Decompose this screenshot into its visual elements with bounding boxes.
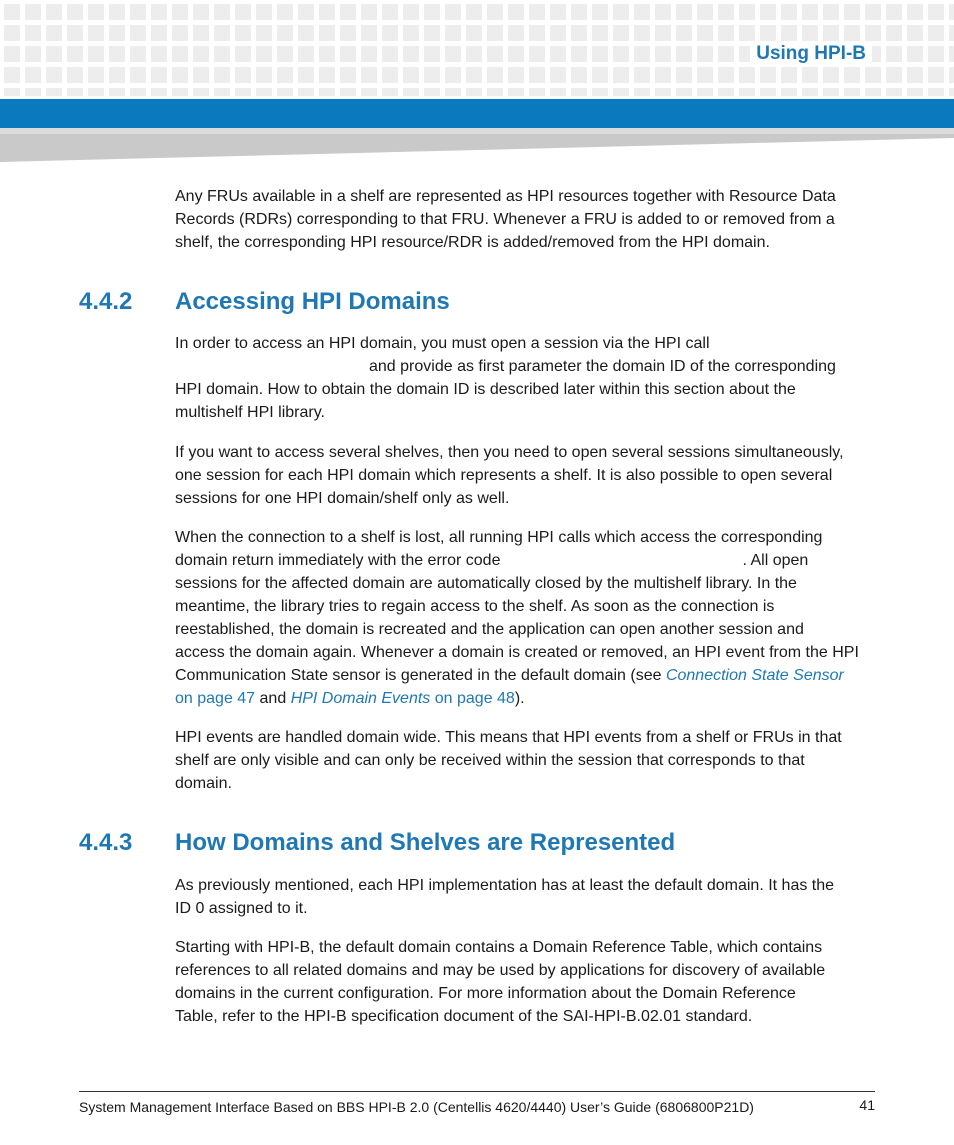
pattern-square [802, 4, 818, 20]
pattern-square [487, 46, 503, 62]
text-segment: . All open [742, 552, 809, 569]
pattern-square [172, 67, 188, 83]
pattern-square [634, 88, 650, 96]
text-line: Table, refer to the HPI-B specification document of the SAI-HPI-B.02.01 standard. [175, 1008, 753, 1025]
pattern-square [340, 25, 356, 41]
paragraph-default-domain [175, 874, 875, 920]
pattern-square [319, 67, 335, 83]
intro-paragraph [175, 185, 875, 254]
pattern-square [613, 67, 629, 83]
pattern-square [277, 46, 293, 62]
text-line: Any FRUs available in a shelf are represented as HPI resources together with Resource Data [175, 188, 836, 205]
section-title: Accessing HPI Domains [175, 288, 450, 315]
pattern-square [319, 25, 335, 41]
pattern-square [781, 67, 797, 83]
pattern-square [340, 46, 356, 62]
pattern-square [697, 46, 713, 62]
pattern-square [907, 67, 923, 83]
pattern-square [928, 67, 944, 83]
pattern-square [508, 67, 524, 83]
pattern-square [823, 67, 839, 83]
pattern-square [277, 67, 293, 83]
pattern-square [256, 88, 272, 96]
pattern-square [571, 4, 587, 20]
pattern-square [319, 4, 335, 20]
pattern-square [613, 25, 629, 41]
pattern-square [235, 4, 251, 20]
pattern-square [67, 46, 83, 62]
pattern-square [298, 88, 314, 96]
pattern-square [718, 88, 734, 96]
pattern-square [928, 4, 944, 20]
pattern-square [214, 4, 230, 20]
pattern-square [613, 4, 629, 20]
paragraph-domain-reference-table [175, 936, 875, 1028]
pattern-square [67, 25, 83, 41]
pattern-square [928, 88, 944, 96]
paragraph-several-shelves [175, 441, 875, 510]
pattern-square [676, 4, 692, 20]
pattern-square [550, 88, 566, 96]
pattern-square [844, 4, 860, 20]
pattern-square [340, 67, 356, 83]
pattern-square [886, 4, 902, 20]
pattern-square [130, 67, 146, 83]
pattern-square [823, 4, 839, 20]
pattern-square [655, 46, 671, 62]
pattern-square [25, 25, 41, 41]
pattern-square [886, 46, 902, 62]
pattern-square [403, 4, 419, 20]
pattern-square [319, 88, 335, 96]
pattern-square [445, 88, 461, 96]
pattern-square [277, 25, 293, 41]
pattern-square [151, 25, 167, 41]
text-line: shelf, the corresponding HPI resource/RDR is added/removed from the HPI domain. [175, 234, 770, 251]
text-line: If you want to access several shelves, then you need to open several sessions simultaneously, [175, 444, 844, 461]
text-segment: Communication State sensor is generated in the default domain (see [175, 667, 662, 684]
pattern-square [802, 88, 818, 96]
pattern-square [949, 88, 954, 96]
text-line: ID 0 assigned to it. [175, 900, 308, 917]
text-line: HPI events are handled domain wide. This means that HPI events from a shelf or FRUs in that [175, 729, 842, 746]
pattern-square [634, 25, 650, 41]
pattern-square [172, 4, 188, 20]
pattern-square [88, 46, 104, 62]
pattern-square [928, 25, 944, 41]
pattern-square [529, 88, 545, 96]
pattern-square [340, 88, 356, 96]
pattern-square [949, 46, 954, 62]
pattern-square [592, 88, 608, 96]
pattern-square [487, 4, 503, 20]
pattern-square [445, 4, 461, 20]
pattern-square [739, 25, 755, 41]
section-number: 4.4.3 [79, 829, 133, 856]
pattern-square [907, 88, 923, 96]
pattern-square [655, 67, 671, 83]
pattern-square [550, 4, 566, 20]
pattern-square [193, 4, 209, 20]
pattern-square [256, 25, 272, 41]
pattern-square [46, 4, 62, 20]
pattern-square [949, 67, 954, 83]
pattern-square [214, 25, 230, 41]
pattern-square [151, 67, 167, 83]
pattern-square [277, 88, 293, 96]
pattern-square [466, 67, 482, 83]
pattern-square [487, 25, 503, 41]
pattern-square [361, 88, 377, 96]
pattern-square [781, 88, 797, 96]
pattern-square [298, 46, 314, 62]
text-line: one session for each HPI domain which represents a shelf. It is also possible to open several [175, 467, 833, 484]
pattern-square [109, 88, 125, 96]
pattern-square [46, 25, 62, 41]
text-line: In order to access an HPI domain, you must open a session via the HPI call [175, 335, 710, 352]
text-segment: domain return immediately with the error code [175, 552, 501, 569]
pattern-square [655, 4, 671, 20]
text-line: Records (RDRs) corresponding to that FRU. Whenever a FRU is added to or removed from a [175, 211, 835, 228]
pattern-square [508, 88, 524, 96]
pattern-square [382, 88, 398, 96]
pattern-square [550, 46, 566, 62]
text-line: When the connection to a shelf is lost, all running HPI calls which access the corresponding [175, 529, 823, 546]
pattern-square [676, 25, 692, 41]
pattern-square [844, 88, 860, 96]
text-line: meantime, the library tries to regain access to the shelf. As soon as the connection is [175, 598, 775, 615]
pattern-square [214, 67, 230, 83]
pattern-square [130, 4, 146, 20]
pattern-square [46, 46, 62, 62]
pattern-square [172, 25, 188, 41]
text-line: sessions for one HPI domain/shelf only as well. [175, 490, 510, 507]
pattern-square [256, 4, 272, 20]
pattern-square [529, 25, 545, 41]
pattern-square [298, 4, 314, 20]
pattern-square [214, 46, 230, 62]
pattern-square [403, 88, 419, 96]
pattern-square [256, 46, 272, 62]
pattern-square [172, 88, 188, 96]
pattern-square [361, 46, 377, 62]
pattern-square [382, 46, 398, 62]
text-line [175, 687, 875, 710]
pattern-square [718, 67, 734, 83]
pattern-square [508, 46, 524, 62]
pattern-square [88, 67, 104, 83]
pattern-square [109, 25, 125, 41]
pattern-square [487, 88, 503, 96]
pattern-square [550, 25, 566, 41]
pattern-square [151, 4, 167, 20]
pattern-square [739, 67, 755, 83]
pattern-square [361, 25, 377, 41]
pattern-square [760, 88, 776, 96]
pattern-square [445, 46, 461, 62]
pattern-square [592, 46, 608, 62]
page-number: 41 [859, 1097, 875, 1113]
pattern-square [193, 25, 209, 41]
pattern-square [172, 46, 188, 62]
pattern-square [382, 25, 398, 41]
pattern-square [487, 67, 503, 83]
pattern-square [214, 88, 230, 96]
pattern-square [382, 4, 398, 20]
text-line [175, 664, 875, 687]
link-hpi-domain-events[interactable]: HPI Domain Events [290, 690, 431, 707]
pattern-square [403, 67, 419, 83]
pattern-square [697, 67, 713, 83]
pattern-square [865, 88, 881, 96]
pattern-square [256, 67, 272, 83]
pattern-square [130, 88, 146, 96]
pattern-square [151, 88, 167, 96]
pattern-square [886, 25, 902, 41]
pattern-square [886, 88, 902, 96]
pattern-square [25, 88, 41, 96]
pattern-square [361, 4, 377, 20]
header-gray-swoosh [0, 128, 954, 164]
pattern-square [445, 67, 461, 83]
pattern-square [613, 88, 629, 96]
pattern-square [445, 25, 461, 41]
section-heading-4-4-3 [79, 829, 675, 857]
pattern-square [424, 88, 440, 96]
pattern-square [865, 4, 881, 20]
pattern-square [907, 46, 923, 62]
pattern-square [4, 46, 20, 62]
pattern-square [571, 25, 587, 41]
text-line: references to all related domains and may be used by applications for discovery of available [175, 962, 826, 979]
pattern-square [865, 25, 881, 41]
pattern-square [298, 67, 314, 83]
pattern-square [760, 25, 776, 41]
pattern-square [193, 46, 209, 62]
pattern-square [4, 88, 20, 96]
pattern-square [949, 4, 954, 20]
running-header-title: Using HPI-B [750, 43, 872, 65]
section-number: 4.4.2 [79, 288, 133, 315]
paragraph-open-session [175, 332, 875, 424]
pattern-square [130, 46, 146, 62]
pattern-square [298, 25, 314, 41]
pattern-square [235, 67, 251, 83]
pattern-square [634, 4, 650, 20]
text-line: HPI domain. How to obtain the domain ID is described later within this section about the [175, 381, 796, 398]
pattern-square [25, 67, 41, 83]
link-connection-state-sensor[interactable]: Connection State Sensor [665, 667, 844, 684]
pattern-square [739, 4, 755, 20]
pattern-square [907, 25, 923, 41]
pattern-square [67, 4, 83, 20]
text-line: domains in the current configuration. For more information about the Domain Reference [175, 985, 796, 1002]
pattern-square [319, 46, 335, 62]
pattern-square [676, 88, 692, 96]
pattern-square [508, 4, 524, 20]
pattern-square [109, 46, 125, 62]
pattern-square [592, 67, 608, 83]
pattern-square [823, 25, 839, 41]
pattern-square [802, 67, 818, 83]
text-line: and provide as first parameter the domain ID of the corresponding [369, 358, 836, 375]
pattern-square [235, 46, 251, 62]
pattern-square [550, 67, 566, 83]
pattern-square [466, 4, 482, 20]
pattern-square [340, 4, 356, 20]
paragraph-hpi-events [175, 726, 875, 795]
pattern-square [928, 46, 944, 62]
pattern-square [571, 88, 587, 96]
pattern-square [655, 88, 671, 96]
pattern-square [781, 4, 797, 20]
pattern-square [382, 67, 398, 83]
pattern-square [193, 67, 209, 83]
pattern-square [781, 25, 797, 41]
pattern-square [466, 46, 482, 62]
pattern-square [466, 25, 482, 41]
pattern-square [424, 67, 440, 83]
section-title: How Domains and Shelves are Represented [175, 829, 676, 856]
pattern-square [760, 4, 776, 20]
pattern-square [361, 67, 377, 83]
pattern-square [4, 25, 20, 41]
pattern-square [718, 25, 734, 41]
paragraph-connection-lost [175, 526, 875, 710]
pattern-square [466, 88, 482, 96]
footer-document-title: System Management Interface Based on BBS HPI-B 2.0 (Centellis 4620/4440) User’s Guide (6806800P21D) [79, 1099, 754, 1115]
pattern-square [592, 4, 608, 20]
pattern-square [25, 46, 41, 62]
pattern-square [697, 88, 713, 96]
text-line: shelf are only visible and can only be received within the session that corresponds to that [175, 752, 805, 769]
pattern-square [655, 25, 671, 41]
pattern-square [592, 25, 608, 41]
pattern-square [424, 4, 440, 20]
pattern-square [4, 4, 20, 20]
pattern-square [403, 25, 419, 41]
text-line: As previously mentioned, each HPI implementation has at least the default domain. It has the [175, 877, 835, 894]
pattern-square [571, 46, 587, 62]
pattern-square [907, 4, 923, 20]
text-segment: ). [514, 690, 525, 707]
pattern-square [634, 46, 650, 62]
pattern-square [718, 46, 734, 62]
pattern-square [235, 88, 251, 96]
pattern-square [613, 46, 629, 62]
pattern-square [508, 25, 524, 41]
pattern-square [676, 46, 692, 62]
text-segment: and [259, 690, 287, 707]
pattern-square [571, 67, 587, 83]
link-page-48[interactable]: on page 48 [434, 690, 515, 707]
pattern-square [844, 67, 860, 83]
pattern-square [151, 46, 167, 62]
pattern-square [529, 67, 545, 83]
pattern-square [718, 4, 734, 20]
pattern-square [130, 25, 146, 41]
pattern-square [46, 67, 62, 83]
pattern-square [403, 46, 419, 62]
text-line: domain. [175, 775, 232, 792]
pattern-square [235, 25, 251, 41]
pattern-square [823, 88, 839, 96]
pattern-square [529, 4, 545, 20]
pattern-square [109, 4, 125, 20]
pattern-square [67, 88, 83, 96]
pattern-square [46, 88, 62, 96]
pattern-square [844, 25, 860, 41]
pattern-square [697, 25, 713, 41]
pattern-square [676, 67, 692, 83]
pattern-square [88, 4, 104, 20]
pattern-square [634, 67, 650, 83]
pattern-square [88, 88, 104, 96]
footer-rule [79, 1091, 875, 1092]
pattern-square [865, 67, 881, 83]
pattern-square [4, 67, 20, 83]
text-line: sessions for the affected domain are automatically closed by the multishelf library. In the [175, 575, 797, 592]
pattern-square [193, 88, 209, 96]
text-line: Starting with HPI-B, the default domain contains a Domain Reference Table, which contains [175, 939, 823, 956]
pattern-square [277, 4, 293, 20]
text-line: reestablished, the domain is recreated and the application can open another session and [175, 621, 804, 638]
text-line: access the domain again. Whenever a domain is created or removed, an HPI event from the HPI [175, 644, 859, 661]
pattern-square [109, 67, 125, 83]
pattern-square [67, 67, 83, 83]
pattern-square [424, 46, 440, 62]
pattern-square [424, 25, 440, 41]
pattern-square [886, 67, 902, 83]
pattern-square [739, 88, 755, 96]
pattern-square [25, 4, 41, 20]
header-blue-band [0, 99, 954, 128]
pattern-square [529, 46, 545, 62]
text-line: multishelf HPI library. [175, 404, 325, 421]
pattern-square [88, 25, 104, 41]
link-page-47[interactable]: on page 47 [175, 690, 256, 707]
text-line [175, 549, 875, 572]
pattern-square [802, 25, 818, 41]
pattern-square [949, 25, 954, 41]
section-heading-4-4-2 [79, 288, 450, 316]
pattern-square [760, 67, 776, 83]
pattern-square [697, 4, 713, 20]
